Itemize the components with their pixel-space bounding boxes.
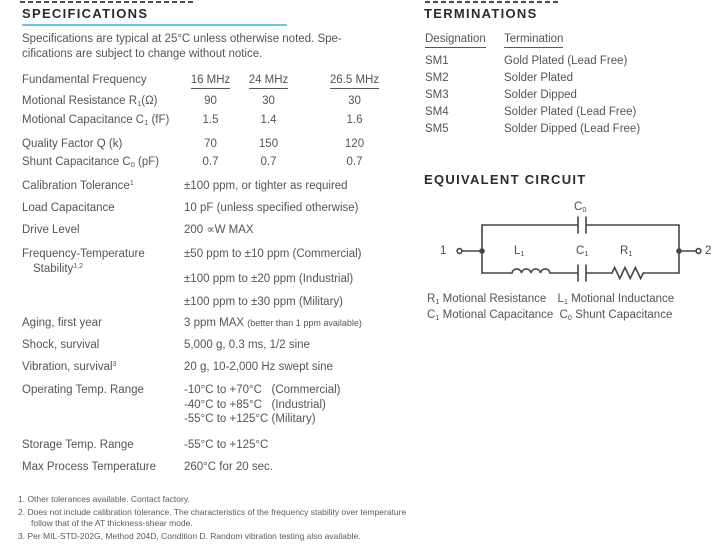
designation: SM2 [425, 72, 449, 84]
c0-capacitor-icon [578, 217, 586, 233]
termination-row-sm5 [425, 122, 641, 136]
row-value: ±100 ppm, or tighter as required [184, 180, 348, 192]
terminations-header-row [425, 32, 715, 50]
row-label: Drive Level [22, 224, 80, 236]
r1-resistor-icon [612, 268, 643, 279]
row-value: 5,000 g, 0.3 ms, 1/2 sine [184, 339, 310, 351]
row-shunt-capacitance [22, 155, 414, 169]
left-junction-dot [479, 248, 485, 254]
row-max-process-temperature [22, 460, 414, 474]
intro-line-1: Specifications are typical at 25°C unless otherwise noted. Spe- [22, 33, 342, 45]
termination-header: Termination [504, 32, 563, 48]
top-left-cropped-rule [20, 1, 194, 3]
row-aging [22, 316, 414, 330]
row-value: 20 g, 10-2,000 Hz swept sine [184, 361, 333, 373]
right-junction-dot [676, 248, 682, 254]
termination-row-sm1 [425, 54, 628, 68]
row-value: 3 ppm MAX (better than 1 ppm available) [184, 317, 362, 329]
row-value: 10 pF (unless specified otherwise) [184, 202, 359, 214]
termination: Solder Plated [504, 72, 574, 84]
row-label: Max Process Temperature [22, 461, 157, 473]
terminal1-label: 1 [440, 245, 447, 257]
value-24mhz: 1.4 [260, 114, 277, 126]
row-value: 200 ∝W MAX [184, 224, 254, 236]
termination: Gold Plated (Lead Free) [504, 55, 628, 67]
value-24mhz: 0.7 [260, 156, 277, 168]
value-16mhz: 0.7 [202, 156, 219, 168]
row-vibration [22, 360, 414, 374]
stability-military: ±100 ppm to ±30 ppm (Military) [184, 296, 343, 308]
designation-header: Designation [425, 32, 486, 48]
termination-row-sm2 [425, 71, 574, 85]
aging-note: (better than 1 ppm available) [247, 318, 362, 328]
row-shock [22, 338, 414, 352]
termination: Solder Dipped (Lead Free) [504, 123, 641, 135]
row-storage-temp-range [22, 438, 414, 452]
row-label-line1: Frequency-Temperature [22, 248, 145, 260]
c1-capacitor-icon [578, 265, 586, 281]
row-operating-temp-range [22, 383, 414, 428]
circuit-legend-line1 [427, 292, 674, 306]
row-label: Fundamental Frequency [22, 74, 147, 86]
row-label: Motional Resistance $R_1(\Omega)$ [22, 95, 158, 108]
row-drive-level [22, 223, 414, 237]
termination: Solder Dipped [504, 89, 577, 101]
row-quality-factor [22, 137, 414, 151]
specifications-title: SPECIFICATIONS [22, 6, 149, 21]
row-value: -55°C to +125°C [184, 439, 269, 451]
termination-row-sm4 [425, 105, 637, 119]
footnote-1: 1. Other tolerances available. Contact factory. [18, 494, 190, 504]
specifications-title-rule [22, 24, 287, 26]
footnote-2: 2. Does not include calibration tolerance. The characteristics of the frequency stability over temperature follow that of the AT thickness-shear mode. [18, 506, 407, 528]
circuit-legend-line2 [427, 308, 672, 322]
top-right-cropped-rule [425, 1, 558, 3]
row-frequency-temperature-stability [22, 247, 414, 309]
legend-l1: $L_1$ Motional Inductance [557, 293, 675, 306]
row-label: Quality Factor Q (k) [22, 138, 123, 150]
operating-industrial: -40°C to +85°C (Industrial) [184, 399, 326, 411]
footnotes [18, 494, 409, 543]
value-24mhz: 30 [262, 95, 275, 107]
operating-commercial: -10°C to +70°C (Commercial) [184, 384, 341, 396]
operating-military: -55°C to +125°C (Military) [184, 413, 316, 425]
designation: SM5 [425, 123, 449, 135]
value-24mhz: 150 [258, 138, 279, 150]
row-load-capacitance [22, 201, 414, 215]
row-label: Shunt Capacitance $C_0$ (pF) [22, 156, 160, 169]
row-calibration-tolerance [22, 179, 414, 193]
equivalent-circuit-title: EQUIVALENT CIRCUIT [424, 172, 587, 187]
stability-industrial: ±100 ppm to ±20 ppm (Industrial) [184, 273, 354, 285]
column-header-26-5mhz: 26.5 MHz [330, 73, 379, 89]
row-motional-resistance [22, 94, 414, 108]
stability-commercial: ±50 ppm to ±10 ppm (Commercial) [184, 248, 362, 260]
column-header-24mhz: 24 MHz [249, 73, 289, 89]
terminal2-node-icon [696, 249, 701, 254]
l1-inductor-icon [512, 269, 550, 273]
value-26-5mhz: 30 [348, 95, 361, 107]
row-label-line2: Stability$^{1,2}$ [33, 263, 84, 275]
row-label: Aging, first year [22, 317, 102, 329]
r1-label: $R_1$ [620, 245, 633, 258]
terminal1-node-icon [457, 249, 462, 254]
intro-line-2: cifications are subject to change without notice. [22, 48, 263, 60]
row-label: Motional Capacitance $C_1$ (fF) [22, 114, 170, 127]
legend-c0: $C_0$ Shunt Capacitance [559, 309, 673, 322]
designation: SM3 [425, 89, 449, 101]
footnote-3: 3. Per MIL-STD-202G, Method 204D, Condition D. Random vibration testing also available. [18, 530, 361, 541]
c1-label: $C_1$ [576, 245, 589, 258]
row-motional-capacitance [22, 113, 414, 127]
l1-label: $L_1$ [514, 245, 525, 258]
row-label: Shock, survival [22, 339, 100, 351]
row-label: Vibration, survival$^3$ [22, 361, 117, 373]
terminations-table [425, 32, 715, 135]
value-26-5mhz: 0.7 [346, 156, 363, 168]
value-26-5mhz: 120 [344, 138, 365, 150]
row-label: Load Capacitance [22, 202, 115, 214]
column-header-16mhz: 16 MHz [191, 73, 231, 89]
termination: Solder Plated (Lead Free) [504, 106, 637, 118]
legend-c1: $C_1$ Motional Capacitance [427, 309, 554, 322]
legend-r1: $R_1$ Motional Resistance [427, 293, 547, 306]
c0-label: $C_0$ [574, 201, 587, 214]
value-16mhz: 1.5 [202, 114, 219, 126]
row-fundamental-frequency [22, 73, 414, 87]
row-label: Operating Temp. Range [22, 384, 144, 396]
value-16mhz: 70 [204, 138, 217, 150]
row-value: 260°C for 20 sec. [184, 461, 273, 473]
value-26-5mhz: 1.6 [346, 114, 363, 126]
termination-row-sm3 [425, 88, 577, 102]
terminations-title: TERMINATIONS [424, 6, 538, 21]
designation: SM1 [425, 55, 449, 67]
designation: SM4 [425, 106, 449, 118]
value-16mhz: 90 [204, 95, 217, 107]
specifications-intro [22, 32, 342, 62]
row-label: Storage Temp. Range [22, 439, 134, 451]
row-label: Calibration Tolerance$^1$ [22, 180, 134, 192]
terminal2-label: 2 [705, 245, 712, 257]
